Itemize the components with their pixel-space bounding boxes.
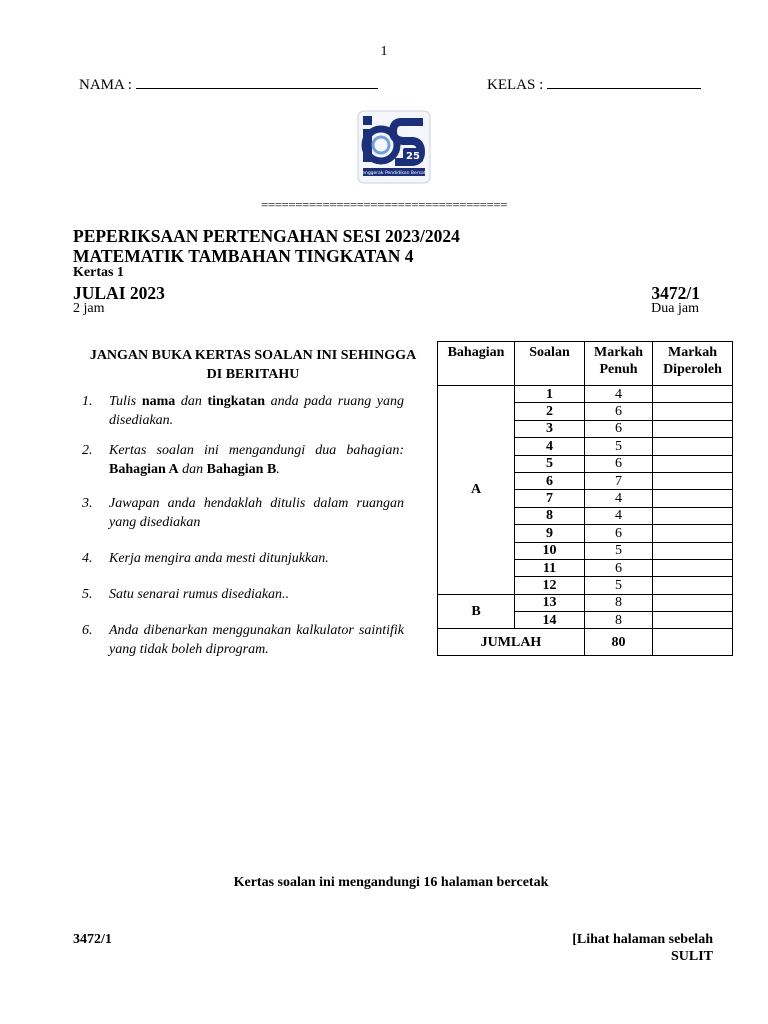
soalan-cell: 1: [515, 386, 585, 403]
header-markah-penuh: Markah Penuh: [585, 342, 653, 386]
soalan-cell: 5: [515, 455, 585, 472]
penuh-cell: 5: [585, 438, 653, 455]
exam-code: 3472/1: [651, 283, 700, 303]
diperoleh-cell[interactable]: [653, 525, 733, 542]
instruction-item: [82, 549, 404, 568]
instruction-bold: nama: [141, 394, 176, 409]
header-soalan: Soalan: [515, 342, 585, 386]
soalan-cell: 3: [515, 420, 585, 437]
penuh-cell: 8: [585, 612, 653, 629]
diperoleh-cell[interactable]: [653, 420, 733, 437]
pages-note: Kertas soalan ini mengandungi 16 halaman bercetak: [233, 875, 549, 890]
exam-title-line2: MATEMATIK TAMBAHAN TINGKATAN 4: [73, 246, 414, 266]
soalan-cell: 11: [515, 559, 585, 576]
diperoleh-cell[interactable]: [653, 612, 733, 629]
penuh-cell: 8: [585, 594, 653, 611]
instruction-text: dan: [178, 462, 207, 477]
soalan-cell: 4: [515, 438, 585, 455]
soalan-cell: 12: [515, 577, 585, 594]
instruction-text: Tulis: [109, 394, 142, 409]
page-number: 1: [380, 44, 388, 59]
instruction-number: 2.: [82, 443, 93, 458]
header-bahagian: Bahagian: [438, 342, 515, 386]
penuh-cell: 4: [585, 386, 653, 403]
paper-label: Kertas 1: [73, 265, 124, 280]
total-diperoleh-cell[interactable]: [653, 629, 733, 656]
instruction-text: dan: [175, 394, 208, 409]
instruction-bold: Bahagian B: [206, 462, 277, 477]
nama-field: [79, 76, 378, 94]
duration-words: Dua jam: [651, 301, 699, 316]
instruction-bold: Bahagian A: [109, 462, 179, 477]
instruction-text: Satu senarai rumus disediakan..: [109, 587, 290, 602]
soalan-cell: 13: [515, 594, 585, 611]
soalan-cell: 2: [515, 403, 585, 420]
kelas-label: KELAS :: [487, 77, 544, 93]
table-row: [438, 594, 733, 611]
header-markah-diperoleh: Markah Diperoleh: [653, 342, 733, 386]
exam-month: JULAI 2023: [73, 283, 165, 303]
school-logo-icon: [357, 110, 431, 184]
instruction-item: [82, 585, 404, 604]
penuh-cell: 4: [585, 507, 653, 524]
kelas-line: [547, 76, 701, 89]
instruction-number: 6.: [82, 623, 93, 638]
instruction-item: [82, 392, 404, 430]
diperoleh-cell[interactable]: [653, 472, 733, 489]
nama-line: [136, 76, 378, 89]
diperoleh-cell[interactable]: [653, 438, 733, 455]
total-value: 80: [585, 629, 653, 656]
soalan-cell: 9: [515, 525, 585, 542]
instruction-text: .: [276, 462, 280, 477]
penuh-cell: 6: [585, 455, 653, 472]
soalan-cell: 10: [515, 542, 585, 559]
penuh-cell: 7: [585, 472, 653, 489]
diperoleh-cell[interactable]: [653, 490, 733, 507]
section-a-cell: A: [438, 386, 515, 595]
marks-table: [437, 341, 733, 656]
penuh-cell: 6: [585, 559, 653, 576]
soalan-cell: 8: [515, 507, 585, 524]
nama-label: NAMA :: [79, 77, 132, 93]
instruction-number: 4.: [82, 551, 93, 566]
instruction-item: [82, 621, 404, 659]
diperoleh-cell[interactable]: [653, 559, 733, 576]
diperoleh-cell[interactable]: [653, 577, 733, 594]
diperoleh-cell[interactable]: [653, 403, 733, 420]
diperoleh-cell[interactable]: [653, 386, 733, 403]
soalan-cell: 6: [515, 472, 585, 489]
instruction-number: 3.: [82, 496, 93, 511]
instruction-item: [82, 441, 404, 479]
kelas-field: [487, 76, 701, 94]
diperoleh-cell[interactable]: [653, 455, 733, 472]
diperoleh-cell[interactable]: [653, 542, 733, 559]
instruction-number: 1.: [82, 394, 93, 409]
soalan-cell: 14: [515, 612, 585, 629]
logo-number: 25: [406, 151, 420, 162]
instruction-number: 5.: [82, 587, 93, 602]
footer-code: 3472/1: [73, 932, 112, 947]
penuh-cell: 5: [585, 542, 653, 559]
soalan-cell: 7: [515, 490, 585, 507]
classification-label: SULIT: [670, 949, 713, 964]
instructions-heading: JANGAN BUKA KERTAS SOALAN INI SEHINGGA DI BERITAHU: [89, 348, 417, 382]
table-row: [438, 386, 733, 403]
instruction-item: [82, 494, 404, 532]
penuh-cell: 4: [585, 490, 653, 507]
penuh-cell: 6: [585, 403, 653, 420]
penuh-cell: 6: [585, 420, 653, 437]
instruction-text: Kerja mengira anda mesti ditunjukkan.: [109, 551, 329, 566]
table-header-row: [438, 342, 733, 386]
instruction-text: Kertas soalan ini mengandungi dua bahagian:: [109, 443, 404, 458]
instruction-text: Anda dibenarkan menggunakan kalkulator saintifik yang tidak boleh diprogram.: [109, 623, 404, 657]
next-page-note: [Lihat halaman sebelah: [572, 932, 713, 947]
logo-caption: Penggerak Pendidikan Bersatu: [359, 171, 429, 176]
diperoleh-cell[interactable]: [653, 594, 733, 611]
footer-right: [572, 931, 713, 965]
separator-line: ====================================: [261, 197, 507, 212]
duration-short: 2 jam: [73, 301, 105, 316]
instruction-bold: tingkatan: [207, 394, 266, 409]
section-b-cell: B: [438, 594, 515, 629]
exam-title-line1: PEPERIKSAAN PERTENGAHAN SESI 2023/2024: [73, 226, 460, 246]
diperoleh-cell[interactable]: [653, 507, 733, 524]
table-total-row: [438, 629, 733, 656]
instruction-text: anda pada ruang yang disediakan.: [109, 394, 404, 428]
penuh-cell: 6: [585, 525, 653, 542]
total-label: JUMLAH: [438, 629, 585, 656]
instruction-text: Jawapan anda hendaklah ditulis dalam ruangan yang disediakan: [109, 496, 404, 530]
penuh-cell: 5: [585, 577, 653, 594]
